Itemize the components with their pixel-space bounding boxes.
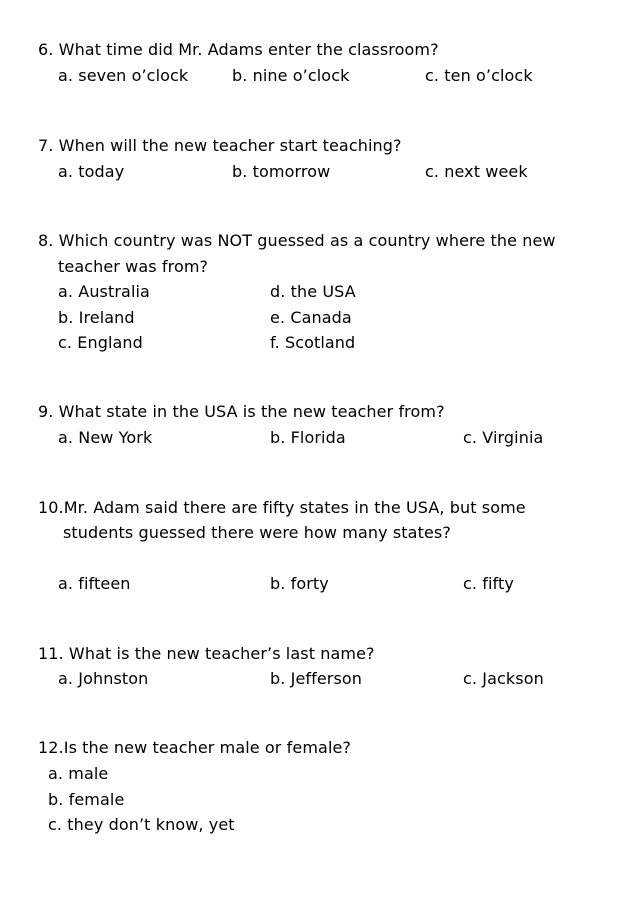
q8-option-e: e. Canada xyxy=(270,308,352,327)
q10-option-c: c. fifty xyxy=(463,574,514,593)
q6-option-a: a. seven o’clock xyxy=(58,66,189,85)
q8-option-b: b. Ireland xyxy=(58,308,135,327)
q8-option-c: c. England xyxy=(58,333,143,352)
q8-option-d: d. the USA xyxy=(270,282,356,301)
q6-option-c: c. ten o’clock xyxy=(425,66,533,85)
question-8-line-2: teacher was from? xyxy=(58,257,209,276)
q12-option-a: a. male xyxy=(48,764,109,783)
question-6: 6. What time did Mr. Adams enter the classroom? xyxy=(38,40,439,59)
question-10-line-1: 10.Mr. Adam said there are fifty states in the USA, but some xyxy=(38,498,526,517)
question-11: 11. What is the new teacher’s last name? xyxy=(38,644,375,663)
q9-option-c: c. Virginia xyxy=(463,428,544,447)
q11-option-b: b. Jefferson xyxy=(270,669,363,688)
q8-option-a: a. Australia xyxy=(58,282,150,301)
q7-option-c: c. next week xyxy=(425,162,528,181)
q8-option-f: f. Scotland xyxy=(270,333,356,352)
q12-option-c: c. they don’t know, yet xyxy=(48,815,235,834)
question-8-line-1: 8. Which country was NOT guessed as a country where the new xyxy=(38,231,556,250)
question-7: 7. When will the new teacher start teaching? xyxy=(38,136,402,155)
question-10-line-2: students guessed there were how many states? xyxy=(63,523,451,542)
q7-option-a: a. today xyxy=(58,162,125,181)
q9-option-b: b. Florida xyxy=(270,428,346,447)
q9-option-a: a. New York xyxy=(58,428,153,447)
q12-option-b: b. female xyxy=(48,790,125,809)
q10-option-a: a. fifteen xyxy=(58,574,131,593)
question-9: 9. What state in the USA is the new teacher from? xyxy=(38,402,445,421)
q11-option-a: a. Johnston xyxy=(58,669,149,688)
q10-option-b: b. forty xyxy=(270,574,329,593)
q6-option-b: b. nine o’clock xyxy=(232,66,350,85)
question-12: 12.Is the new teacher male or female? xyxy=(38,738,352,757)
q11-option-c: c. Jackson xyxy=(463,669,544,688)
q7-option-b: b. tomorrow xyxy=(232,162,331,181)
